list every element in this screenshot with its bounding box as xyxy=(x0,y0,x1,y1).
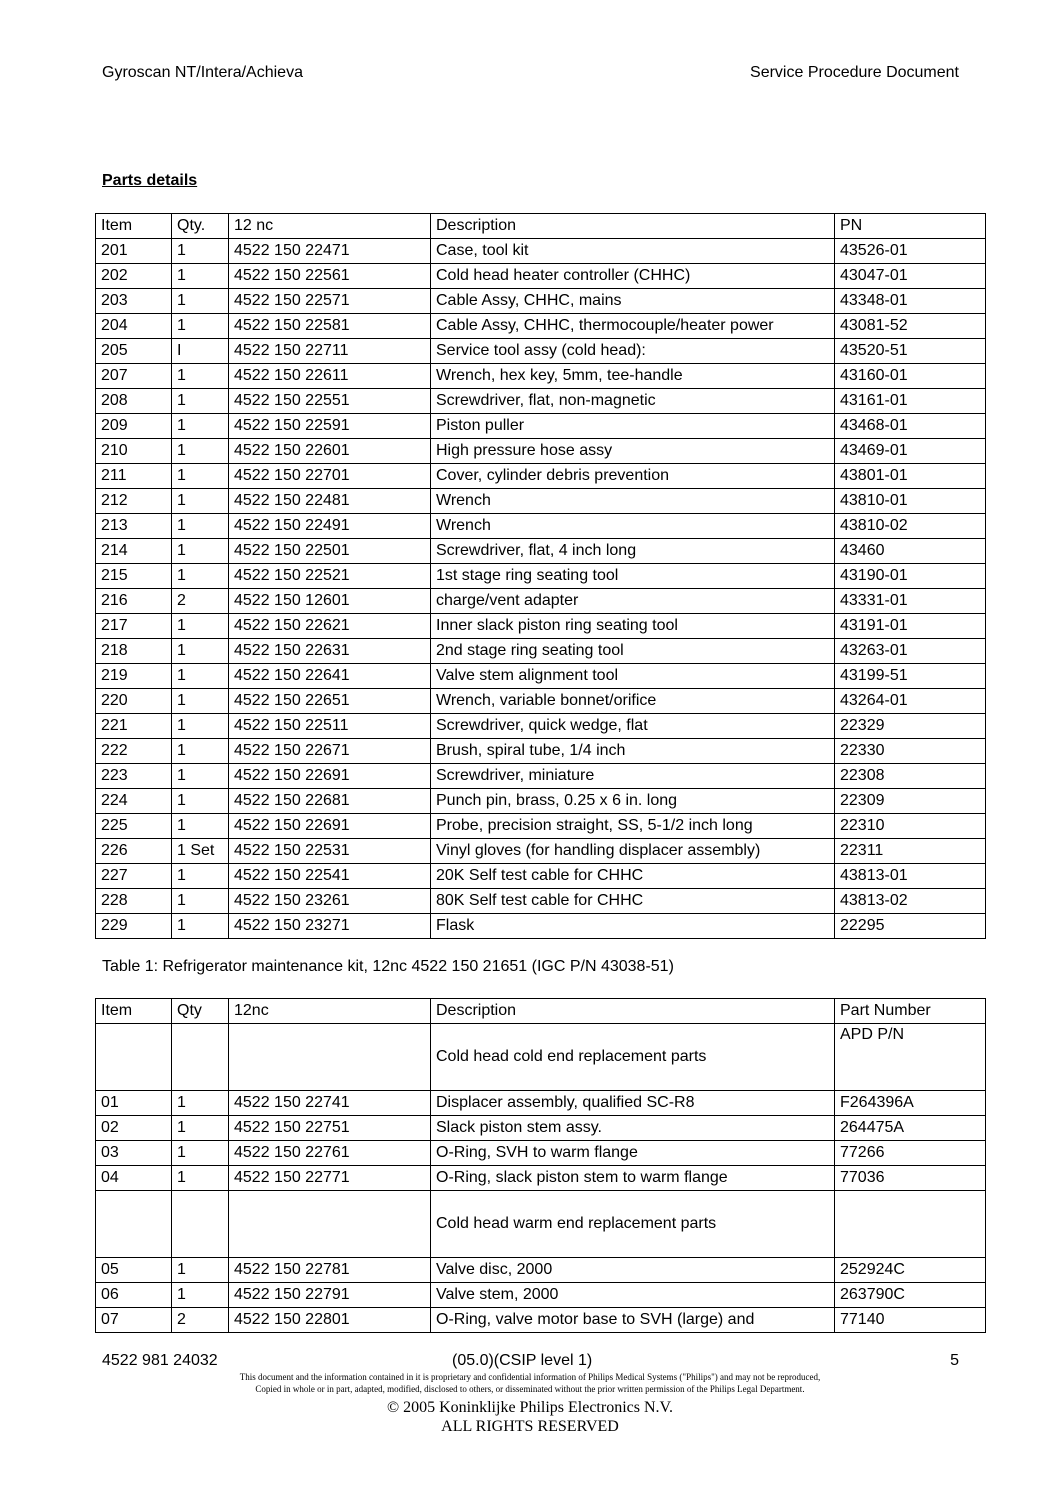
footer-doc-number: 4522 981 24032 xyxy=(102,1352,218,1369)
table-cell: 07 xyxy=(96,1308,172,1333)
table-cell: Qty xyxy=(172,999,229,1024)
table-cell: 1 xyxy=(172,289,229,314)
table-cell: 22329 xyxy=(835,714,986,739)
table-cell: 264475A xyxy=(835,1116,986,1141)
table-cell: 1 xyxy=(172,814,229,839)
table-cell: 218 xyxy=(96,639,172,664)
table-row xyxy=(96,589,986,614)
table-row xyxy=(96,364,986,389)
table-cell: 43264-01 xyxy=(835,689,986,714)
table-cell: Wrench xyxy=(431,514,835,539)
table-cell: 4522 150 22691 xyxy=(229,764,431,789)
table-cell: 22311 xyxy=(835,839,986,864)
table-cell: 1 xyxy=(172,264,229,289)
table-cell: 1st stage ring seating tool xyxy=(431,564,835,589)
table-cell: Valve stem alignment tool xyxy=(431,664,835,689)
table-cell: 4522 150 22701 xyxy=(229,464,431,489)
table-cell: 43813-02 xyxy=(835,889,986,914)
table-cell: charge/vent adapter xyxy=(431,589,835,614)
table-cell: 4522 150 22571 xyxy=(229,289,431,314)
table-cell: Brush, spiral tube, 1/4 inch xyxy=(431,739,835,764)
table-cell: 77140 xyxy=(835,1308,986,1333)
table-cell: 1 xyxy=(172,739,229,764)
table-cell: Probe, precision straight, SS, 5-1/2 inch long xyxy=(431,814,835,839)
table-cell: Valve stem, 2000 xyxy=(431,1283,835,1308)
table-cell: 213 xyxy=(96,514,172,539)
table-cell: 4522 150 22771 xyxy=(229,1166,431,1191)
table-cell: 221 xyxy=(96,714,172,739)
table-cell: 222 xyxy=(96,739,172,764)
table-cell: 77036 xyxy=(835,1166,986,1191)
table-cell: 1 xyxy=(172,864,229,889)
table-cell: 202 xyxy=(96,264,172,289)
footer-legal-line-1: This document and the information contained in it is proprietary and confidential information of Philips Medical Systems ("Philips") and may not be reproduced, xyxy=(239,1372,821,1382)
table-cell: 217 xyxy=(96,614,172,639)
table-cell: Valve disc, 2000 xyxy=(431,1258,835,1283)
table-cell: 1 xyxy=(172,564,229,589)
table-cell: 204 xyxy=(96,314,172,339)
table-cell xyxy=(229,1024,431,1091)
table-row xyxy=(96,339,986,364)
table-row xyxy=(96,664,986,689)
table-row xyxy=(96,239,986,264)
table-cell: 22295 xyxy=(835,914,986,939)
table-cell: 02 xyxy=(96,1116,172,1141)
table-row xyxy=(96,564,986,589)
table-cell: 80K Self test cable for CHHC xyxy=(431,889,835,914)
table-row xyxy=(96,614,986,639)
table-cell: 1 xyxy=(172,464,229,489)
table-cell: 1 xyxy=(172,389,229,414)
table-cell: 43810-02 xyxy=(835,514,986,539)
table-row xyxy=(96,1283,986,1308)
table-cell: 203 xyxy=(96,289,172,314)
table-cell: 43348-01 xyxy=(835,289,986,314)
table-cell: 4522 150 22561 xyxy=(229,264,431,289)
table-cell: 43810-01 xyxy=(835,489,986,514)
table-cell: 43520-51 xyxy=(835,339,986,364)
table-cell xyxy=(96,1024,172,1091)
table-cell: 22310 xyxy=(835,814,986,839)
table-cell: Cold head cold end replacement parts xyxy=(431,1024,835,1091)
table-row xyxy=(96,1116,986,1141)
footer-legal-line-2: Copied in whole or in part, adapted, modified, disclosed to others, or disseminated without the prior written permission of the Philips Legal Department. xyxy=(255,1384,805,1394)
table-cell: 205 xyxy=(96,339,172,364)
table-cell: 4522 150 23271 xyxy=(229,914,431,939)
table-cell: 4522 150 22621 xyxy=(229,614,431,639)
table-cell: 1 xyxy=(172,914,229,939)
table-cell: 1 xyxy=(172,414,229,439)
table-cell: 43081-52 xyxy=(835,314,986,339)
table-cell: 208 xyxy=(96,389,172,414)
section-title: Parts details xyxy=(102,172,198,189)
table-cell: 4522 150 22521 xyxy=(229,564,431,589)
table-row xyxy=(96,439,986,464)
table-cell: 43047-01 xyxy=(835,264,986,289)
table-cell: Service tool assy (cold head): xyxy=(431,339,835,364)
table-row xyxy=(96,539,986,564)
table-row xyxy=(96,414,986,439)
table-cell: 1 xyxy=(172,314,229,339)
table-cell: Wrench, variable bonnet/orifice xyxy=(431,689,835,714)
table-cell: 1 Set xyxy=(172,839,229,864)
table-cell: 1 xyxy=(172,514,229,539)
table-cell: 4522 150 22531 xyxy=(229,839,431,864)
table-cell: APD P/N xyxy=(835,1024,986,1091)
table-cell: 22308 xyxy=(835,764,986,789)
table-cell: 03 xyxy=(96,1141,172,1166)
table-cell: O-Ring, SVH to warm flange xyxy=(431,1141,835,1166)
table-row xyxy=(96,789,986,814)
table-cell: 4522 150 22471 xyxy=(229,239,431,264)
table-cell: 4522 150 22711 xyxy=(229,339,431,364)
table-cell: O-Ring, valve motor base to SVH (large) and xyxy=(431,1308,835,1333)
table-cell: 4522 150 22491 xyxy=(229,514,431,539)
table-cell: 223 xyxy=(96,764,172,789)
table-row xyxy=(96,314,986,339)
table-cell: Slack piston stem assy. xyxy=(431,1116,835,1141)
table-cell: 4522 150 22501 xyxy=(229,539,431,564)
table-cell: 12 nc xyxy=(229,214,431,239)
table-row xyxy=(96,389,986,414)
table-caption: Table 1: Refrigerator maintenance kit, 12nc 4522 150 21651 (IGC P/N 43038-51) xyxy=(102,958,674,975)
table-cell: 2 xyxy=(172,1308,229,1333)
table-cell: 1 xyxy=(172,1166,229,1191)
table-cell: 227 xyxy=(96,864,172,889)
table-cell: 43263-01 xyxy=(835,639,986,664)
table-cell: 01 xyxy=(96,1091,172,1116)
table-cell: 77266 xyxy=(835,1141,986,1166)
table-cell: 4522 150 22601 xyxy=(229,439,431,464)
table-cell: Cable Assy, CHHC, thermocouple/heater power xyxy=(431,314,835,339)
table-cell: 4522 150 22801 xyxy=(229,1308,431,1333)
table-cell: 04 xyxy=(96,1166,172,1191)
table-cell: Description xyxy=(431,999,835,1024)
table-cell: 4522 150 22741 xyxy=(229,1091,431,1116)
table-row xyxy=(96,714,986,739)
table-cell xyxy=(96,1191,172,1258)
table-cell: O-Ring, slack piston stem to warm flange xyxy=(431,1166,835,1191)
table-cell: Qty. xyxy=(172,214,229,239)
table-cell: 43460 xyxy=(835,539,986,564)
table-cell: 1 xyxy=(172,1283,229,1308)
table-cell: Screwdriver, flat, non-magnetic xyxy=(431,389,835,414)
table-cell: 212 xyxy=(96,489,172,514)
table-cell: 43813-01 xyxy=(835,864,986,889)
table-cell: 12nc xyxy=(229,999,431,1024)
table-cell: Screwdriver, flat, 4 inch long xyxy=(431,539,835,564)
table-cell: 1 xyxy=(172,639,229,664)
table-cell: 43469-01 xyxy=(835,439,986,464)
footer-rights: ALL RIGHTS RESERVED xyxy=(441,1418,619,1435)
table-cell: 215 xyxy=(96,564,172,589)
table-row xyxy=(96,914,986,939)
table-cell: Punch pin, brass, 0.25 x 6 in. long xyxy=(431,789,835,814)
table-cell: 4522 150 22781 xyxy=(229,1258,431,1283)
table-cell: 214 xyxy=(96,539,172,564)
table-cell: Case, tool kit xyxy=(431,239,835,264)
table-cell: 43190-01 xyxy=(835,564,986,589)
table-cell: 4522 150 22591 xyxy=(229,414,431,439)
table-cell: 1 xyxy=(172,789,229,814)
table-cell: 1 xyxy=(172,764,229,789)
table-cell: Item xyxy=(96,214,172,239)
table-cell: I xyxy=(172,339,229,364)
table-cell: 225 xyxy=(96,814,172,839)
table-row xyxy=(96,764,986,789)
table-cell: PN xyxy=(835,214,986,239)
table-cell: 1 xyxy=(172,239,229,264)
table-cell: Part Number xyxy=(835,999,986,1024)
table-cell: Screwdriver, miniature xyxy=(431,764,835,789)
table-row xyxy=(96,1091,986,1116)
parts-table-tool-kit xyxy=(95,213,986,939)
table-cell: Cold head warm end replacement parts xyxy=(431,1191,835,1258)
table-row xyxy=(96,289,986,314)
table-cell: 4522 150 22691 xyxy=(229,814,431,839)
table-cell: 22330 xyxy=(835,739,986,764)
table-cell: 1 xyxy=(172,1141,229,1166)
table-cell: 4522 150 22791 xyxy=(229,1283,431,1308)
table-cell: 226 xyxy=(96,839,172,864)
table-section-row xyxy=(96,1024,986,1091)
table-cell: Piston puller xyxy=(431,414,835,439)
header-doc-type: Service Procedure Document xyxy=(750,64,959,81)
table-cell: Item xyxy=(96,999,172,1024)
table-cell: 1 xyxy=(172,889,229,914)
table-row xyxy=(96,264,986,289)
table-row xyxy=(96,1166,986,1191)
table-cell: Inner slack piston ring seating tool xyxy=(431,614,835,639)
table-row xyxy=(96,639,986,664)
table-cell: 252924C xyxy=(835,1258,986,1283)
table-cell: 216 xyxy=(96,589,172,614)
table-cell: 4522 150 22541 xyxy=(229,864,431,889)
table-cell: Cover, cylinder debris prevention xyxy=(431,464,835,489)
table-cell: 06 xyxy=(96,1283,172,1308)
table-cell: 1 xyxy=(172,489,229,514)
table-cell: Description xyxy=(431,214,835,239)
table-row xyxy=(96,514,986,539)
table-cell: 219 xyxy=(96,664,172,689)
table-cell: 4522 150 22631 xyxy=(229,639,431,664)
table-cell: 1 xyxy=(172,714,229,739)
table-cell: 211 xyxy=(96,464,172,489)
table-cell: 05 xyxy=(96,1258,172,1283)
table-row xyxy=(96,814,986,839)
table-row xyxy=(96,489,986,514)
table-cell: 43199-51 xyxy=(835,664,986,689)
table-cell: Flask xyxy=(431,914,835,939)
table-cell: 43801-01 xyxy=(835,464,986,489)
table-cell: 220 xyxy=(96,689,172,714)
table-cell: 1 xyxy=(172,439,229,464)
table-cell: 4522 150 22641 xyxy=(229,664,431,689)
table-row xyxy=(96,1141,986,1166)
table-cell: 4522 150 22611 xyxy=(229,364,431,389)
table-section-row xyxy=(96,1191,986,1258)
table-cell: 4522 150 22481 xyxy=(229,489,431,514)
table-cell: 4522 150 22511 xyxy=(229,714,431,739)
table-cell: 43468-01 xyxy=(835,414,986,439)
table-cell: 207 xyxy=(96,364,172,389)
table-cell: 43160-01 xyxy=(835,364,986,389)
table-cell: 201 xyxy=(96,239,172,264)
table-cell: 2 xyxy=(172,589,229,614)
parts-table-replacement xyxy=(95,998,986,1333)
table-row xyxy=(96,689,986,714)
table-cell: 1 xyxy=(172,614,229,639)
table-cell: 210 xyxy=(96,439,172,464)
table-cell: 209 xyxy=(96,414,172,439)
table-cell: Wrench, hex key, 5mm, tee-handle xyxy=(431,364,835,389)
table-row xyxy=(96,864,986,889)
table-cell: 4522 150 22651 xyxy=(229,689,431,714)
table-row xyxy=(96,889,986,914)
table-cell: 43191-01 xyxy=(835,614,986,639)
table-cell: 22309 xyxy=(835,789,986,814)
table-cell: 1 xyxy=(172,1258,229,1283)
table-header-row xyxy=(96,214,986,239)
table-cell: 1 xyxy=(172,364,229,389)
table-cell: 4522 150 22581 xyxy=(229,314,431,339)
table-cell: 228 xyxy=(96,889,172,914)
table-cell xyxy=(835,1191,986,1258)
table-cell: 2nd stage ring seating tool xyxy=(431,639,835,664)
table-header-row xyxy=(96,999,986,1024)
table-cell: 263790C xyxy=(835,1283,986,1308)
table-cell: 229 xyxy=(96,914,172,939)
table-cell: Vinyl gloves (for handling displacer assembly) xyxy=(431,839,835,864)
table-cell: 1 xyxy=(172,1091,229,1116)
table-cell: 43331-01 xyxy=(835,589,986,614)
table-cell xyxy=(172,1024,229,1091)
footer-copyright: © 2005 Koninklijke Philips Electronics N.V. xyxy=(386,1399,674,1416)
table-row xyxy=(96,464,986,489)
table-row xyxy=(96,1308,986,1333)
table-cell: 4522 150 22761 xyxy=(229,1141,431,1166)
table-cell: F264396A xyxy=(835,1091,986,1116)
table-row xyxy=(96,739,986,764)
table-cell: 1 xyxy=(172,689,229,714)
table-row xyxy=(96,1258,986,1283)
table-cell: Displacer assembly, qualified SC-R8 xyxy=(431,1091,835,1116)
table-cell: Cable Assy, CHHC, mains xyxy=(431,289,835,314)
footer-version: (05.0)(CSIP level 1) xyxy=(452,1352,593,1369)
table-cell: 1 xyxy=(172,1116,229,1141)
table-cell: 43161-01 xyxy=(835,389,986,414)
table-cell: Cold head heater controller (CHHC) xyxy=(431,264,835,289)
table-row xyxy=(96,839,986,864)
table-cell: 224 xyxy=(96,789,172,814)
header-product: Gyroscan NT/Intera/Achieva xyxy=(102,64,303,81)
table-cell: 4522 150 22671 xyxy=(229,739,431,764)
table-cell: 4522 150 23261 xyxy=(229,889,431,914)
table-cell: 20K Self test cable for CHHC xyxy=(431,864,835,889)
table-cell: 4522 150 22681 xyxy=(229,789,431,814)
table-cell: 4522 150 22751 xyxy=(229,1116,431,1141)
table-cell: Wrench xyxy=(431,489,835,514)
table-cell: 4522 150 22551 xyxy=(229,389,431,414)
table-cell xyxy=(172,1191,229,1258)
table-cell: 43526-01 xyxy=(835,239,986,264)
table-cell: 4522 150 12601 xyxy=(229,589,431,614)
table-cell: 1 xyxy=(172,664,229,689)
footer-page-number: 5 xyxy=(950,1352,959,1369)
table-cell xyxy=(229,1191,431,1258)
table-cell: 1 xyxy=(172,539,229,564)
table-cell: Screwdriver, quick wedge, flat xyxy=(431,714,835,739)
table-cell: High pressure hose assy xyxy=(431,439,835,464)
